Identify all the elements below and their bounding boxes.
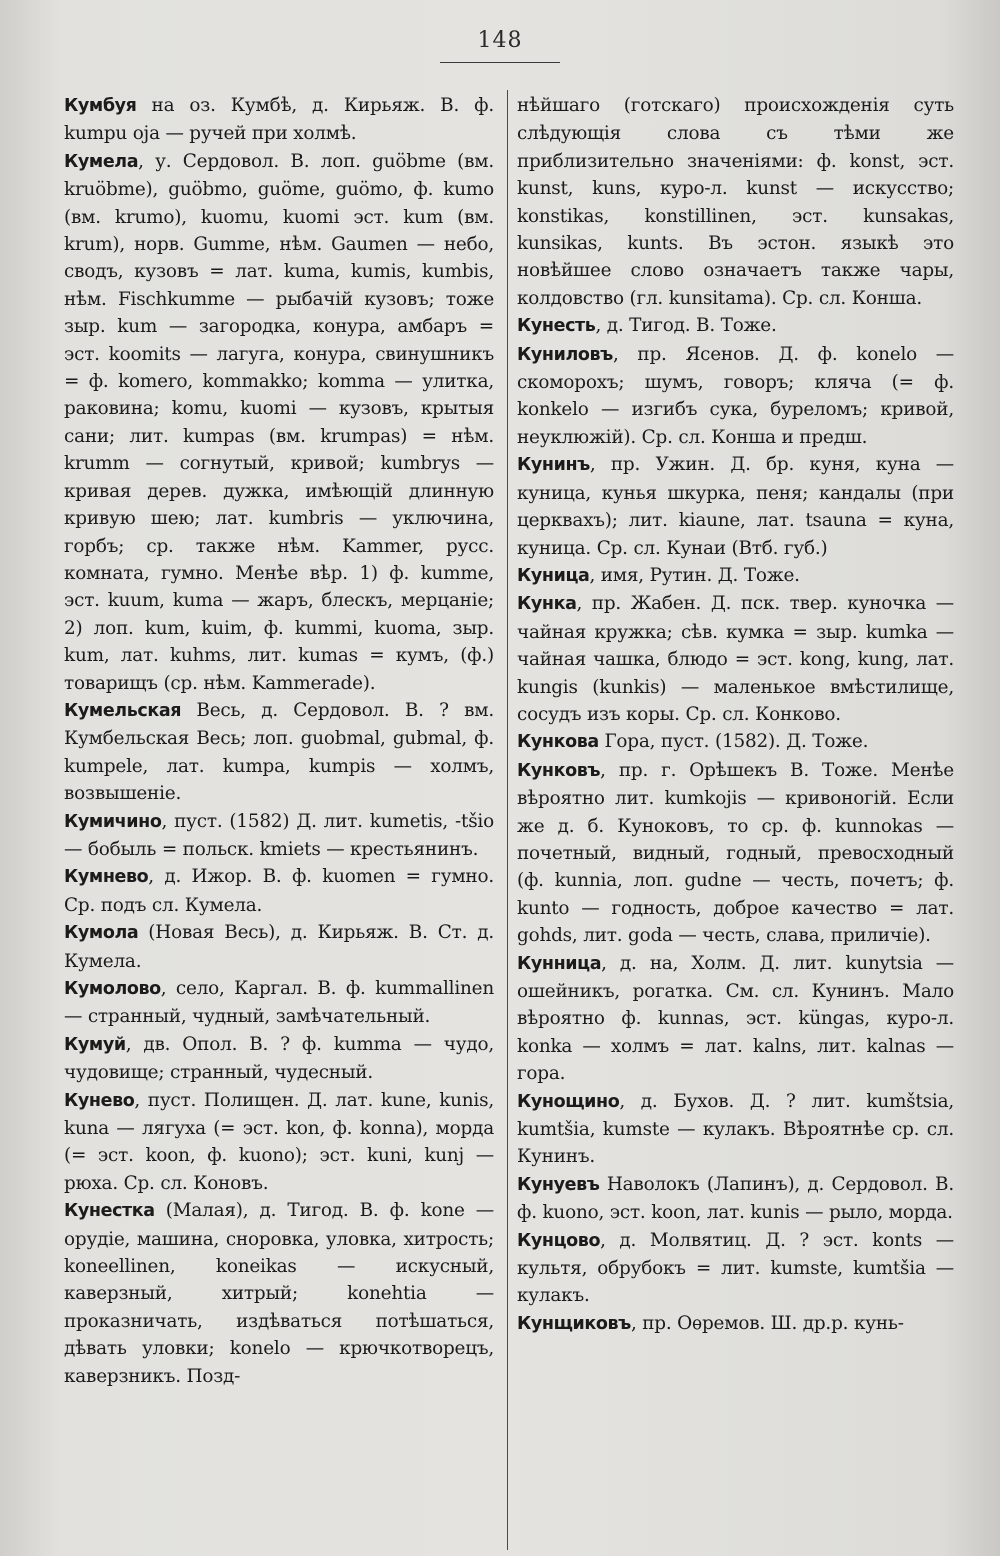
entry [64,92,494,148]
entry [64,1197,494,1390]
entry [64,148,494,697]
entry-headword: Кунцово [517,1230,601,1251]
entry-headword: Кунестка [64,1201,155,1222]
entry-headword: Кумичино [64,811,162,832]
entry-headword: Кункова [517,732,599,753]
entry-headword: Куница [517,565,590,586]
entry [64,975,494,1031]
right-column [517,92,954,1338]
entry [64,863,494,919]
entry [64,697,494,808]
entry [517,451,954,562]
entry-headword: Кунуевъ [517,1174,600,1195]
entry-text: (Новая Весь), д. Кирьяж. В. Ст. д. Кумела. [64,922,494,972]
entry-headword: Кумола [64,923,139,944]
entry-headword: Кунница [517,953,602,974]
entry-text: , д. Молвятиц. Д. ? эст. konts — культя, обрубокъ = лит. kumste, kumtšia — кулакъ. [517,1229,954,1307]
entry-text: , пр. г. Орѣшекъ В. Тоже. Менѣе вѣроятно лит. kumkojis — кривоногій. Если же д. б. Куноковъ, то ср. ф. kunnokas — почетный, видный, годный, превосходный (ф. kunnia, лоп. gudne — честь, почетъ; ф. kunto — годность, доброе качество = лат. gohds, лит. goda — честь, слава, приличіе). [517,759,954,947]
entry [517,950,954,1088]
entry-text: Весь, д. Сердовол. В. ? вм. Кумбельская Весь; лоп. guobmal, gubmal, ф. kumpele, лат. kumpa, kumpis — холмъ, возвышеніе. [64,699,494,805]
entry-headword: Кунка [517,594,577,615]
entry-text: , пуст. (1582) Д. лит. kumetis, -tšio — бобыль = польск. kmiets — крестьянинъ. [64,810,494,860]
entry [517,590,954,728]
entry-headword: Кумбуя [64,96,137,116]
entry-text: , д. Ижор. В. ф. kuomen = гумно. Ср. подъ сл. Кумела. [64,866,494,916]
left-column [64,92,494,1390]
entry-text: Гора, пуст. (1582). Д. Тоже. [598,731,869,753]
entry-headword: Кунковъ [517,760,601,781]
entry-headword: Кумолово [64,979,161,999]
entry [517,1227,954,1310]
entry-headword: Куниловъ [517,344,613,365]
entry-text: , пуст. Полищен. Д. лат. kune, kunis, kuna — лягуха (= эст. kon, ф. konna), морда (= эст. koon, ф. kuono); эст. kuni, kunj — рюха. Ср. сл. Коновъ. [64,1089,494,1194]
entry [517,341,954,452]
entry [517,312,954,340]
column-divider [507,90,508,1550]
entry-headword: Кумуй [64,1034,126,1055]
entry-text: , д. Тигод. В. Тоже. [595,315,777,337]
header-rule [440,62,560,63]
entry [517,728,954,756]
entry [64,1087,494,1198]
entry-text: , пр. Ясенов. Д. ф. konelo — скоморохъ; шумъ, говоръ; кляча (= ф. konkelo — изгибъ сука, буреломъ; кривой, неуклюжій). Ср. сл. Конша и предш. [517,343,954,448]
entry [517,757,954,950]
entry-text: (Малая), д. Тигод. В. ф. kone — орудіе, машина, сноровка, уловка, хитрость; koneellinen, koneikas — искусный, каверзный, хитрый; konehtia — проказничать, издѣваться потѣшаться, дѣвать уловки; konelo — крючкотворецъ, каверзникъ. Позд- [64,1200,494,1387]
entry-headword: Кунощино [517,1091,620,1112]
entry [64,1031,494,1087]
entry-text: , д. Бухов. Д. ? лит. kumštsia, kumtšia, kumste — кулакъ. Вѣроятнѣе ср. сл. Кунинъ. [517,1090,954,1168]
entry-text: Наволокъ (Лапинъ), д. Сердовол. В. ф. kuono, эст. koon, лат. kunis — рыло, морда. [517,1173,954,1224]
entry-text: , имя, Рутин. Д. Тоже. [589,564,800,586]
entry-text: , село, Каргал. В. ф. kummallinen — странный, чудный, замѣчательный. [64,978,494,1028]
entry-headword: Кумнево [64,867,149,888]
entry [64,919,494,975]
entry [517,1088,954,1171]
entry-text: нѣйшаго (готскаго) происхожденія суть слѣдующія слова съ тѣми же приблизительно значеніями: ф. konst, эст. kunst, kuns, куро-л. kunst — искусство; konstikas, konstillinen, эст. kunsakas, kunsikas, kunts. Въ эстон. языкѣ это новѣйшее слово означаетъ также чары, колдовство (гл. kunsitama). Ср. сл. Конша. [517,95,954,309]
entry [517,562,954,590]
entry-text: , у. Сердовол. В. лоп. guöbme (вм. kruöbme), guöbmo, guöme, guömo, ф. kumo (вм. krumo), kuomu, kuomi эст. kum (вм. krum), норв. Gumme, нѣм. Gaumen — небо, сводъ, кузовъ = лат. kuma, kumis, kumbis, нѣм. Fischkumme — рыбачій кузовъ; тоже зыр. kum — загородка, конура, амбаръ = эст. koomits — лагуга, конура, свинушникъ = ф. komero, kommakko; komma — улитка, раковина; komu, kuomi — кузовъ, крытыя сани; лит. kumpas (вм. krumpas) = нѣм. krumm — согнутый, кривой; kumbrys — кривая дерев. дужка, имѣющій длинную кривую шею; лат. kumbris — уключина, горбъ; ср. также нѣм. Kammer, русс. комната, гумно. Менѣе вѣр. 1) ф. kumme, эст. kuum, kuma — жаръ, блескъ, мерцаніе; 2) лоп. kum, kuim, ф. kummi, kuoma, зыр. kum, лат. kuhms, лит. kumas = кумъ, (ф.) товарищъ (ср. нѣм. Kammerade). [64,150,494,694]
page-number: 148 [477,28,523,53]
entry-text: , д. на, Холм. Д. лит. kunytsia — ошейникъ, рогатка. См. сл. Кунинъ. Мало вѣроятно ф. kunnas, эст. küngas, куро-л. konka — холмъ = лат. kalns, лит. kalnas — гора. [517,952,954,1085]
entry-headword: Кунщиковъ [517,1313,631,1334]
entry-headword: Кунево [64,1090,135,1111]
entry-continuation [517,92,954,312]
entry [517,1310,954,1338]
entry-headword: Кунесть [517,316,596,337]
entry [64,808,494,864]
entry-text: , дв. Опол. В. ? ф. kumma — чудо, чудовище; странный, чудесный. [64,1033,494,1084]
entry-text: на оз. Кумбѣ, д. Кирьяж. В. ф. kumpu oja — ручей при холмѣ. [64,95,494,145]
entry-text: , пр. Жабен. Д. пск. твер. куночка — чайная кружка; сѣв. кумка = зыр. kumka — чайная чашка, блюдо = эст. kong, kung, лат. kungis (kunkis) — маленькое вмѣстилище, сосудъ изъ коры. Ср. сл. Конково. [517,593,954,725]
entry [517,1171,954,1227]
entry-headword: Кумельская [64,700,182,721]
entry-headword: Кунинъ [517,455,590,476]
entry-headword: Кумела [64,151,139,172]
entry-text: , пр. Оѳремов. Ш. др.р. кунь- [630,1312,904,1334]
entry-text: , пр. Ужин. Д. бр. куня, куна — куница, кунья шкурка, пеня; кандалы (при церквахъ); лит. kiaune, лат. tsauna = куна, куница. Ср. сл. Кунаи (Втб. губ.) [517,454,954,559]
